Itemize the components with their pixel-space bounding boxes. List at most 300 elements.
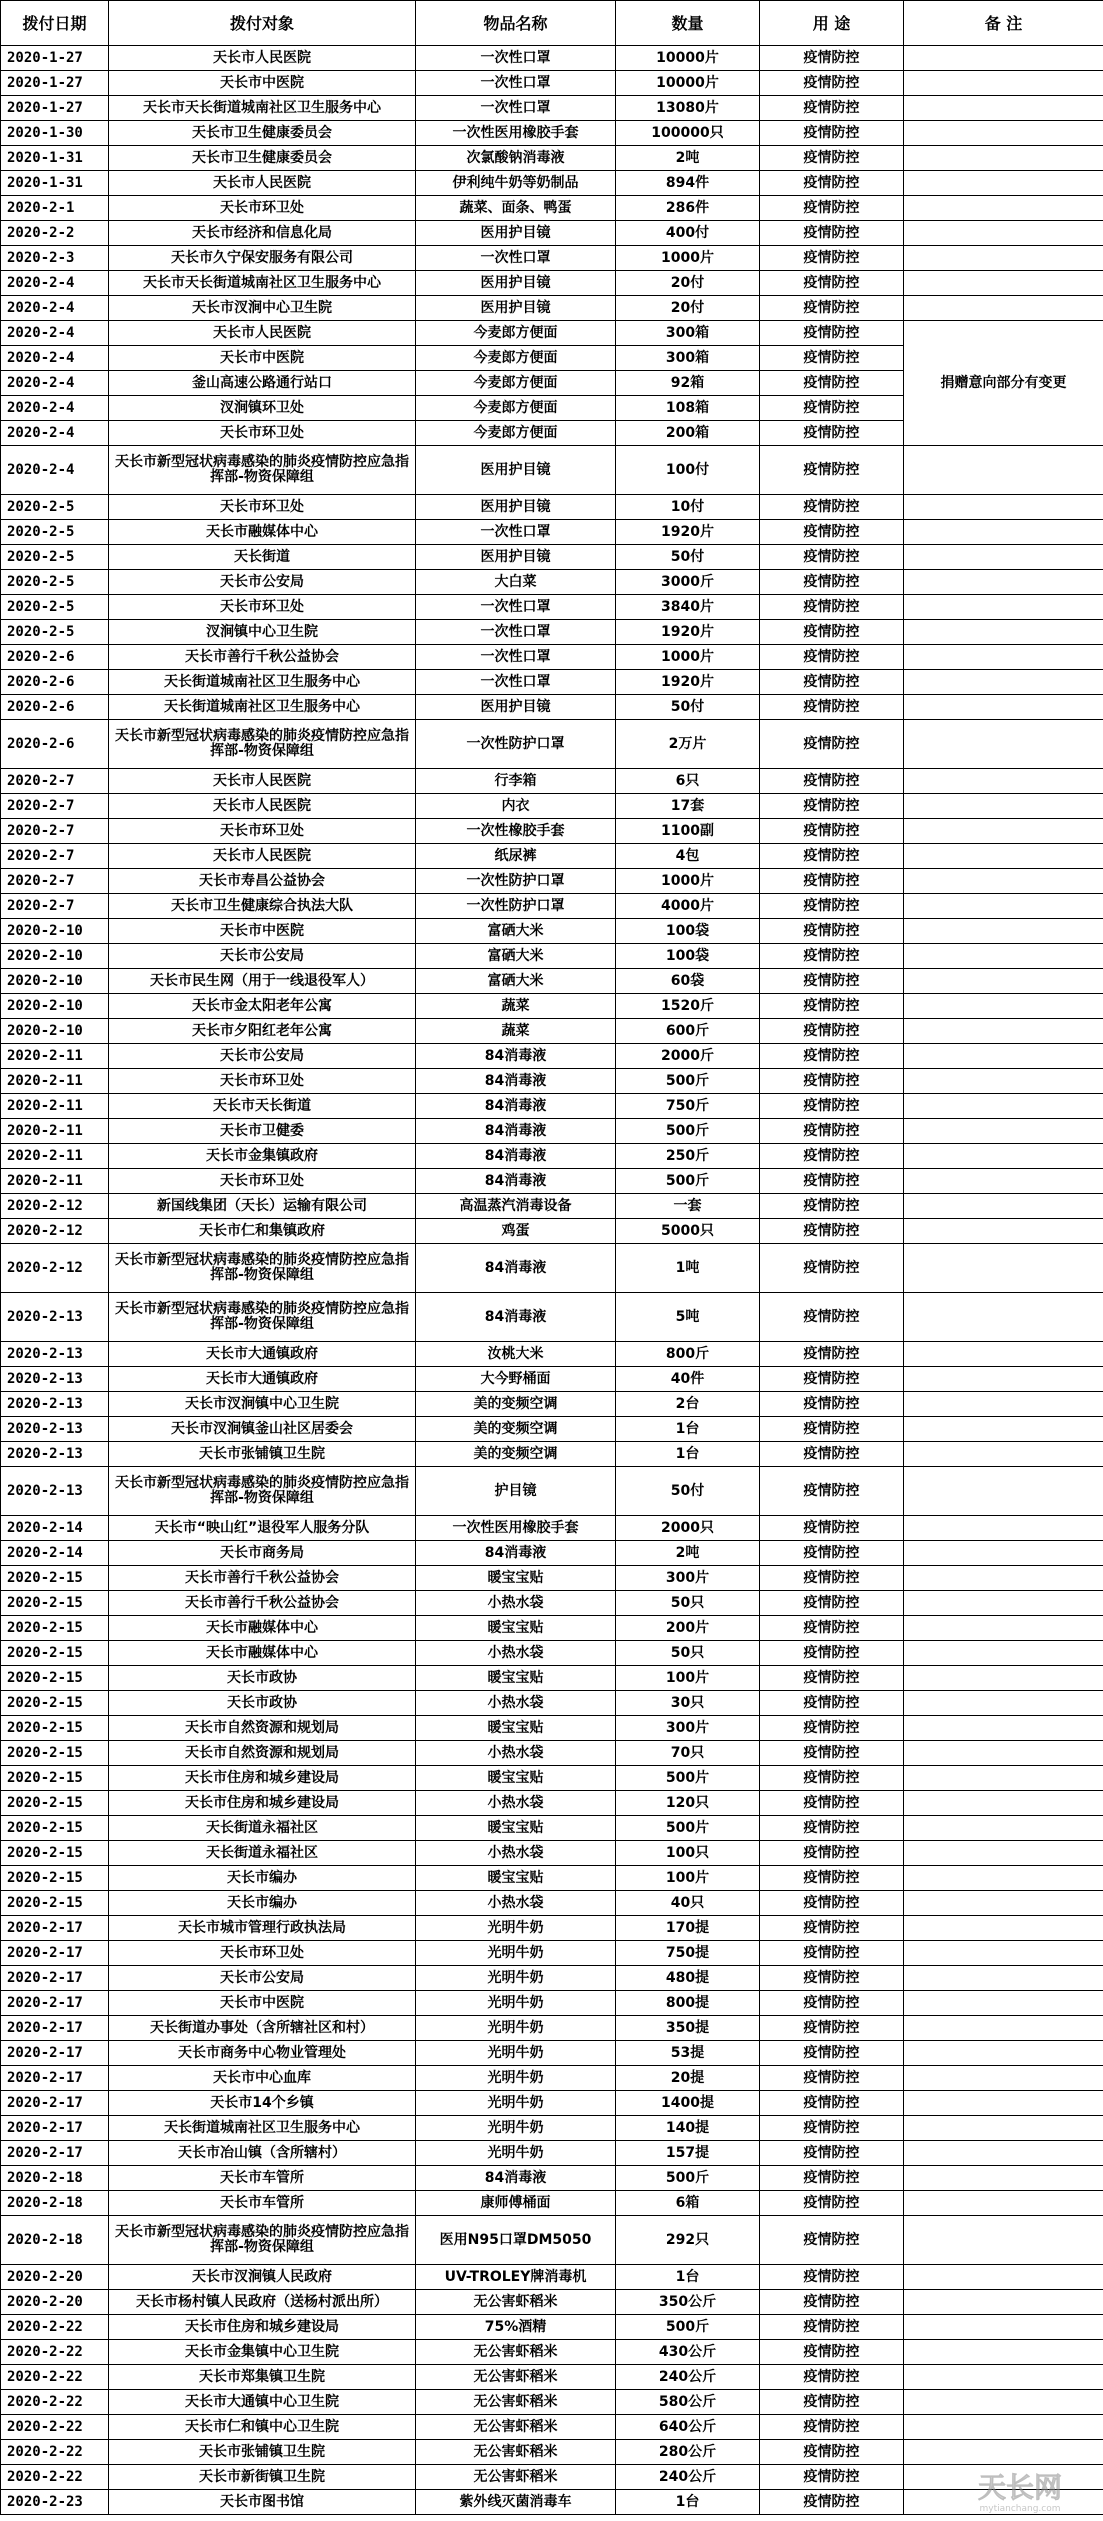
cell-date: 2020-2-17 — [1, 2116, 109, 2141]
cell-purpose: 疫情防控 — [760, 545, 904, 570]
cell-note — [904, 1991, 1103, 2016]
cell-item: 紫外线灭菌消毒车 — [416, 2490, 616, 2515]
cell-note — [904, 2440, 1103, 2465]
cell-note — [904, 2415, 1103, 2440]
cell-recipient: 天长市冶山镇（含所辖村） — [109, 2141, 416, 2166]
table-row — [1, 1094, 1103, 1119]
cell-note — [904, 2390, 1103, 2415]
cell-recipient: 天长街道办事处（含所辖社区和村） — [109, 2016, 416, 2041]
cell-note — [904, 1516, 1103, 1541]
cell-date: 2020-1-27 — [1, 96, 109, 121]
table-row — [1, 71, 1103, 96]
cell-date: 2020-2-17 — [1, 1966, 109, 1991]
cell-note — [904, 1541, 1103, 1566]
cell-purpose: 疫情防控 — [760, 495, 904, 520]
cell-quantity: 240公斤 — [616, 2365, 760, 2390]
cell-purpose: 疫情防控 — [760, 1816, 904, 1841]
cell-item: 医用护目镜 — [416, 271, 616, 296]
cell-date: 2020-2-14 — [1, 1541, 109, 1566]
cell-quantity: 1吨 — [616, 1244, 760, 1293]
cell-recipient: 天长市郑集镇卫生院 — [109, 2365, 416, 2390]
cell-date: 2020-2-5 — [1, 595, 109, 620]
header-purpose: 用 途 — [760, 1, 904, 46]
cell-recipient: 天长市张铺镇卫生院 — [109, 1442, 416, 1467]
cell-item: 医用护目镜 — [416, 545, 616, 570]
cell-purpose: 疫情防控 — [760, 1244, 904, 1293]
cell-date: 2020-2-6 — [1, 695, 109, 720]
table-row — [1, 969, 1103, 994]
cell-recipient: 天长市融媒体中心 — [109, 1616, 416, 1641]
cell-recipient: 天长市公安局 — [109, 570, 416, 595]
cell-purpose: 疫情防控 — [760, 1516, 904, 1541]
cell-recipient: 釜山高速公路通行站口 — [109, 371, 416, 396]
cell-item: 富硒大米 — [416, 969, 616, 994]
cell-item: 美的变频空调 — [416, 1392, 616, 1417]
cell-recipient: 天长市民生网（用于一线退役军人） — [109, 969, 416, 994]
cell-purpose: 疫情防控 — [760, 595, 904, 620]
cell-item: 大白菜 — [416, 570, 616, 595]
cell-note — [904, 1069, 1103, 1094]
cell-recipient: 天长市汊涧镇釜山社区居委会 — [109, 1417, 416, 1442]
cell-item: 一次性口罩 — [416, 520, 616, 545]
cell-recipient: 天长市车管所 — [109, 2166, 416, 2191]
cell-note — [904, 2490, 1103, 2515]
cell-purpose: 疫情防控 — [760, 1991, 904, 2016]
table-row — [1, 1891, 1103, 1916]
cell-date: 2020-2-15 — [1, 1791, 109, 1816]
cell-purpose: 疫情防控 — [760, 1392, 904, 1417]
cell-date: 2020-2-13 — [1, 1417, 109, 1442]
cell-purpose: 疫情防控 — [760, 196, 904, 221]
cell-note — [904, 1442, 1103, 1467]
table-row — [1, 2141, 1103, 2166]
cell-recipient: 天长市天长街道城南社区卫生服务中心 — [109, 96, 416, 121]
cell-item: 光明牛奶 — [416, 1966, 616, 1991]
cell-note — [904, 2315, 1103, 2340]
cell-purpose: 疫情防控 — [760, 96, 904, 121]
cell-date: 2020-2-11 — [1, 1169, 109, 1194]
table-row — [1, 1966, 1103, 1991]
table-row — [1, 296, 1103, 321]
table-row — [1, 1144, 1103, 1169]
cell-quantity: 2万片 — [616, 720, 760, 769]
cell-recipient: 天长街道永福社区 — [109, 1816, 416, 1841]
cell-date: 2020-2-11 — [1, 1044, 109, 1069]
cell-note — [904, 221, 1103, 246]
cell-quantity: 580公斤 — [616, 2390, 760, 2415]
cell-note — [904, 1417, 1103, 1442]
cell-note — [904, 520, 1103, 545]
cell-note — [904, 1019, 1103, 1044]
cell-purpose: 疫情防控 — [760, 2166, 904, 2191]
cell-note — [904, 1094, 1103, 1119]
header-recipient: 拨付对象 — [109, 1, 416, 46]
cell-purpose: 疫情防控 — [760, 1966, 904, 1991]
cell-recipient: 天长市中心血库 — [109, 2066, 416, 2091]
cell-item: 护目镜 — [416, 1467, 616, 1516]
cell-note — [904, 620, 1103, 645]
cell-recipient: 天长市新型冠状病毒感染的肺炎疫情防控应急指挥部-物资保障组 — [109, 446, 416, 495]
cell-item: 今麦郎方便面 — [416, 421, 616, 446]
cell-recipient: 天长市自然资源和规划局 — [109, 1741, 416, 1766]
cell-item: 一次性口罩 — [416, 246, 616, 271]
cell-date: 2020-2-11 — [1, 1094, 109, 1119]
cell-note — [904, 246, 1103, 271]
cell-purpose: 疫情防控 — [760, 1442, 904, 1467]
cell-quantity: 1520斤 — [616, 994, 760, 1019]
cell-purpose: 疫情防控 — [760, 1069, 904, 1094]
cell-purpose: 疫情防控 — [760, 371, 904, 396]
cell-item: 暖宝宝贴 — [416, 1816, 616, 1841]
cell-recipient: 天长市政协 — [109, 1691, 416, 1716]
cell-quantity: 250斤 — [616, 1144, 760, 1169]
cell-note — [904, 1741, 1103, 1766]
svg-text:天长网: 天长网 — [977, 2471, 1063, 2504]
cell-item: 84消毒液 — [416, 1244, 616, 1293]
cell-recipient: 天长市新街镇卫生院 — [109, 2465, 416, 2490]
cell-note — [904, 1666, 1103, 1691]
cell-purpose: 疫情防控 — [760, 2465, 904, 2490]
cell-purpose: 疫情防控 — [760, 1194, 904, 1219]
table-row — [1, 695, 1103, 720]
table-row — [1, 1069, 1103, 1094]
cell-recipient: 天长市汊涧镇中心卫生院 — [109, 1392, 416, 1417]
cell-purpose: 疫情防控 — [760, 1591, 904, 1616]
cell-date: 2020-2-11 — [1, 1069, 109, 1094]
cell-purpose: 疫情防控 — [760, 296, 904, 321]
table-row — [1, 545, 1103, 570]
table-row — [1, 1991, 1103, 2016]
cell-purpose: 疫情防控 — [760, 1019, 904, 1044]
cell-date: 2020-2-7 — [1, 894, 109, 919]
cell-purpose: 疫情防控 — [760, 2016, 904, 2041]
table-row — [1, 246, 1103, 271]
cell-quantity: 100只 — [616, 1841, 760, 1866]
cell-purpose: 疫情防控 — [760, 1791, 904, 1816]
table-row — [1, 96, 1103, 121]
cell-purpose: 疫情防控 — [760, 1616, 904, 1641]
table-row — [1, 720, 1103, 769]
cell-purpose: 疫情防控 — [760, 969, 904, 994]
cell-purpose: 疫情防控 — [760, 1941, 904, 1966]
table-row — [1, 1392, 1103, 1417]
table-row — [1, 944, 1103, 969]
cell-recipient: 天长市善行千秋公益协会 — [109, 1591, 416, 1616]
table-row — [1, 146, 1103, 171]
table-row — [1, 2265, 1103, 2290]
cell-purpose: 疫情防控 — [760, 271, 904, 296]
cell-recipient: 天长市公安局 — [109, 1966, 416, 1991]
cell-recipient: 天长市杨村镇人民政府（送杨村派出所） — [109, 2290, 416, 2315]
cell-date: 2020-1-27 — [1, 46, 109, 71]
cell-note — [904, 819, 1103, 844]
cell-quantity: 1400提 — [616, 2091, 760, 2116]
cell-item: 暖宝宝贴 — [416, 1616, 616, 1641]
cell-recipient: 天长市人民医院 — [109, 171, 416, 196]
cell-date: 2020-2-10 — [1, 919, 109, 944]
cell-date: 2020-2-13 — [1, 1392, 109, 1417]
cell-recipient: 天长市新型冠状病毒感染的肺炎疫情防控应急指挥部-物资保障组 — [109, 720, 416, 769]
table-row — [1, 595, 1103, 620]
cell-purpose: 疫情防控 — [760, 794, 904, 819]
cell-quantity: 200片 — [616, 1616, 760, 1641]
cell-quantity: 70只 — [616, 1741, 760, 1766]
cell-recipient: 天长市仁和集镇政府 — [109, 1219, 416, 1244]
cell-purpose: 疫情防控 — [760, 695, 904, 720]
cell-date: 2020-2-17 — [1, 2141, 109, 2166]
cell-note — [904, 1467, 1103, 1516]
cell-quantity: 300片 — [616, 1716, 760, 1741]
cell-purpose: 疫情防控 — [760, 819, 904, 844]
table-row — [1, 271, 1103, 296]
cell-note: 捐赠意向部分有变更 — [904, 321, 1103, 446]
cell-date: 2020-2-17 — [1, 2066, 109, 2091]
cell-date: 2020-2-3 — [1, 246, 109, 271]
cell-recipient: 天长市中医院 — [109, 346, 416, 371]
cell-quantity: 500片 — [616, 1816, 760, 1841]
cell-date: 2020-1-30 — [1, 121, 109, 146]
cell-item: 光明牛奶 — [416, 2141, 616, 2166]
table-row — [1, 1467, 1103, 1516]
cell-item: 富硒大米 — [416, 944, 616, 969]
table-row — [1, 1866, 1103, 1891]
table-row — [1, 2465, 1103, 2490]
cell-purpose: 疫情防控 — [760, 221, 904, 246]
cell-quantity: 30只 — [616, 1691, 760, 1716]
table-row — [1, 1791, 1103, 1816]
cell-quantity: 100袋 — [616, 944, 760, 969]
cell-date: 2020-2-5 — [1, 620, 109, 645]
cell-item: 小热水袋 — [416, 1741, 616, 1766]
cell-item: 一次性口罩 — [416, 71, 616, 96]
cell-note — [904, 71, 1103, 96]
cell-purpose: 疫情防控 — [760, 446, 904, 495]
header-item: 物品名称 — [416, 1, 616, 46]
cell-item: 无公害虾稻米 — [416, 2290, 616, 2315]
cell-recipient: 天长市图书馆 — [109, 2490, 416, 2515]
cell-note — [904, 2016, 1103, 2041]
cell-item: 医用护目镜 — [416, 695, 616, 720]
cell-note — [904, 894, 1103, 919]
cell-quantity: 1000片 — [616, 246, 760, 271]
cell-item: 今麦郎方便面 — [416, 371, 616, 396]
cell-date: 2020-2-4 — [1, 396, 109, 421]
cell-recipient: 天长市金集镇政府 — [109, 1144, 416, 1169]
cell-recipient: 天长市政协 — [109, 1666, 416, 1691]
cell-date: 2020-2-22 — [1, 2365, 109, 2390]
cell-item: 光明牛奶 — [416, 1991, 616, 2016]
cell-recipient: 天长市久宁保安服务有限公司 — [109, 246, 416, 271]
cell-date: 2020-2-22 — [1, 2340, 109, 2365]
cell-recipient: 天长街道永福社区 — [109, 1841, 416, 1866]
cell-purpose: 疫情防控 — [760, 171, 904, 196]
cell-quantity: 200箱 — [616, 421, 760, 446]
cell-item: 光明牛奶 — [416, 2066, 616, 2091]
cell-quantity: 10付 — [616, 495, 760, 520]
cell-item: 光明牛奶 — [416, 2016, 616, 2041]
cell-quantity: 286件 — [616, 196, 760, 221]
table-row — [1, 520, 1103, 545]
cell-date: 2020-2-22 — [1, 2390, 109, 2415]
cell-date: 2020-2-7 — [1, 844, 109, 869]
table-row — [1, 1716, 1103, 1741]
cell-note — [904, 1342, 1103, 1367]
cell-purpose: 疫情防控 — [760, 1342, 904, 1367]
cell-note — [904, 2265, 1103, 2290]
cell-note — [904, 1367, 1103, 1392]
cell-note — [904, 1169, 1103, 1194]
cell-note — [904, 146, 1103, 171]
cell-purpose: 疫情防控 — [760, 1716, 904, 1741]
cell-note — [904, 121, 1103, 146]
cell-recipient: 天长市住房和城乡建设局 — [109, 1766, 416, 1791]
cell-purpose: 疫情防控 — [760, 246, 904, 271]
cell-item: UV-TROLEY牌消毒机 — [416, 2265, 616, 2290]
table-row — [1, 894, 1103, 919]
cell-quantity: 53提 — [616, 2041, 760, 2066]
cell-note — [904, 1591, 1103, 1616]
cell-quantity: 640公斤 — [616, 2415, 760, 2440]
cell-item: 今麦郎方便面 — [416, 396, 616, 421]
table-row — [1, 1342, 1103, 1367]
cell-note — [904, 271, 1103, 296]
cell-quantity: 17套 — [616, 794, 760, 819]
cell-quantity: 350公斤 — [616, 2290, 760, 2315]
table-row — [1, 1566, 1103, 1591]
cell-note — [904, 2116, 1103, 2141]
table-row — [1, 1219, 1103, 1244]
cell-quantity: 10000片 — [616, 71, 760, 96]
cell-quantity: 5000只 — [616, 1219, 760, 1244]
cell-quantity: 1920片 — [616, 520, 760, 545]
table-row — [1, 2191, 1103, 2216]
cell-purpose: 疫情防控 — [760, 1916, 904, 1941]
cell-quantity: 500斤 — [616, 2315, 760, 2340]
cell-item: 医用护目镜 — [416, 221, 616, 246]
cell-quantity: 1台 — [616, 2490, 760, 2515]
cell-purpose: 疫情防控 — [760, 1566, 904, 1591]
cell-item: 一次性口罩 — [416, 645, 616, 670]
table-row — [1, 1367, 1103, 1392]
cell-purpose: 疫情防控 — [760, 769, 904, 794]
cell-purpose: 疫情防控 — [760, 46, 904, 71]
cell-item: 84消毒液 — [416, 1044, 616, 1069]
cell-date: 2020-2-15 — [1, 1616, 109, 1641]
cell-item: 光明牛奶 — [416, 2041, 616, 2066]
cell-date: 2020-2-15 — [1, 1741, 109, 1766]
cell-quantity: 10000片 — [616, 46, 760, 71]
cell-quantity: 3840片 — [616, 595, 760, 620]
cell-quantity: 400付 — [616, 221, 760, 246]
cell-note — [904, 720, 1103, 769]
table-row — [1, 2390, 1103, 2415]
cell-note — [904, 1566, 1103, 1591]
cell-recipient: 天长市金太阳老年公寓 — [109, 994, 416, 1019]
cell-date: 2020-2-22 — [1, 2315, 109, 2340]
cell-note — [904, 1691, 1103, 1716]
cell-note — [904, 2041, 1103, 2066]
cell-quantity: 500片 — [616, 1766, 760, 1791]
cell-recipient: 天长市新型冠状病毒感染的肺炎疫情防控应急指挥部-物资保障组 — [109, 1467, 416, 1516]
cell-note — [904, 844, 1103, 869]
cell-purpose: 疫情防控 — [760, 71, 904, 96]
cell-note — [904, 1866, 1103, 1891]
cell-purpose: 疫情防控 — [760, 1044, 904, 1069]
cell-purpose: 疫情防控 — [760, 1666, 904, 1691]
cell-quantity: 1920片 — [616, 620, 760, 645]
cell-item: 蔬菜 — [416, 1019, 616, 1044]
cell-note — [904, 2141, 1103, 2166]
cell-recipient: 天长市新型冠状病毒感染的肺炎疫情防控应急指挥部-物资保障组 — [109, 2216, 416, 2265]
cell-purpose: 疫情防控 — [760, 1891, 904, 1916]
cell-quantity: 480提 — [616, 1966, 760, 1991]
cell-quantity: 100片 — [616, 1866, 760, 1891]
cell-note — [904, 2191, 1103, 2216]
cell-quantity: 100付 — [616, 446, 760, 495]
cell-recipient: 天长市中医院 — [109, 919, 416, 944]
table-row — [1, 1816, 1103, 1841]
table-row — [1, 1741, 1103, 1766]
cell-recipient: 天长市张铺镇卫生院 — [109, 2440, 416, 2465]
table-row — [1, 2091, 1103, 2116]
cell-item: 小热水袋 — [416, 1691, 616, 1716]
cell-note — [904, 1766, 1103, 1791]
cell-date: 2020-2-10 — [1, 994, 109, 1019]
cell-item: 一次性口罩 — [416, 620, 616, 645]
cell-note — [904, 545, 1103, 570]
cell-quantity: 1000片 — [616, 869, 760, 894]
table-row — [1, 994, 1103, 1019]
cell-purpose: 疫情防控 — [760, 869, 904, 894]
table-row — [1, 1119, 1103, 1144]
cell-recipient: 天长市大通镇中心卫生院 — [109, 2390, 416, 2415]
cell-recipient: 天长市天长街道 — [109, 1094, 416, 1119]
cell-quantity: 800斤 — [616, 1342, 760, 1367]
cell-recipient: 天长市卫生健康委员会 — [109, 121, 416, 146]
cell-item: 84消毒液 — [416, 1293, 616, 1342]
cell-recipient: 天长市公安局 — [109, 944, 416, 969]
cell-note — [904, 1941, 1103, 1966]
cell-date: 2020-2-6 — [1, 670, 109, 695]
cell-purpose: 疫情防控 — [760, 1467, 904, 1516]
cell-item: 今麦郎方便面 — [416, 321, 616, 346]
cell-quantity: 1920片 — [616, 670, 760, 695]
cell-quantity: 292只 — [616, 2216, 760, 2265]
cell-recipient: 天长市人民医院 — [109, 769, 416, 794]
cell-item: 美的变频空调 — [416, 1417, 616, 1442]
cell-recipient: 天长街道城南社区卫生服务中心 — [109, 2116, 416, 2141]
cell-date: 2020-2-15 — [1, 1666, 109, 1691]
cell-date: 2020-2-14 — [1, 1516, 109, 1541]
cell-recipient: 天长市中医院 — [109, 71, 416, 96]
table-row — [1, 46, 1103, 71]
cell-recipient: 天长市14个乡镇 — [109, 2091, 416, 2116]
cell-purpose: 疫情防控 — [760, 2390, 904, 2415]
cell-item: 行李箱 — [416, 769, 616, 794]
cell-purpose: 疫情防控 — [760, 2191, 904, 2216]
cell-note — [904, 645, 1103, 670]
cell-item: 暖宝宝贴 — [416, 1716, 616, 1741]
cell-date: 2020-2-10 — [1, 1019, 109, 1044]
cell-date: 2020-2-15 — [1, 1566, 109, 1591]
cell-item: 今麦郎方便面 — [416, 346, 616, 371]
cell-note — [904, 1194, 1103, 1219]
cell-recipient: 天长市编办 — [109, 1891, 416, 1916]
cell-recipient: 天长市新型冠状病毒感染的肺炎疫情防控应急指挥部-物资保障组 — [109, 1244, 416, 1293]
cell-item: 高温蒸汽消毒设备 — [416, 1194, 616, 1219]
cell-item: 大今野桶面 — [416, 1367, 616, 1392]
cell-note — [904, 2216, 1103, 2265]
